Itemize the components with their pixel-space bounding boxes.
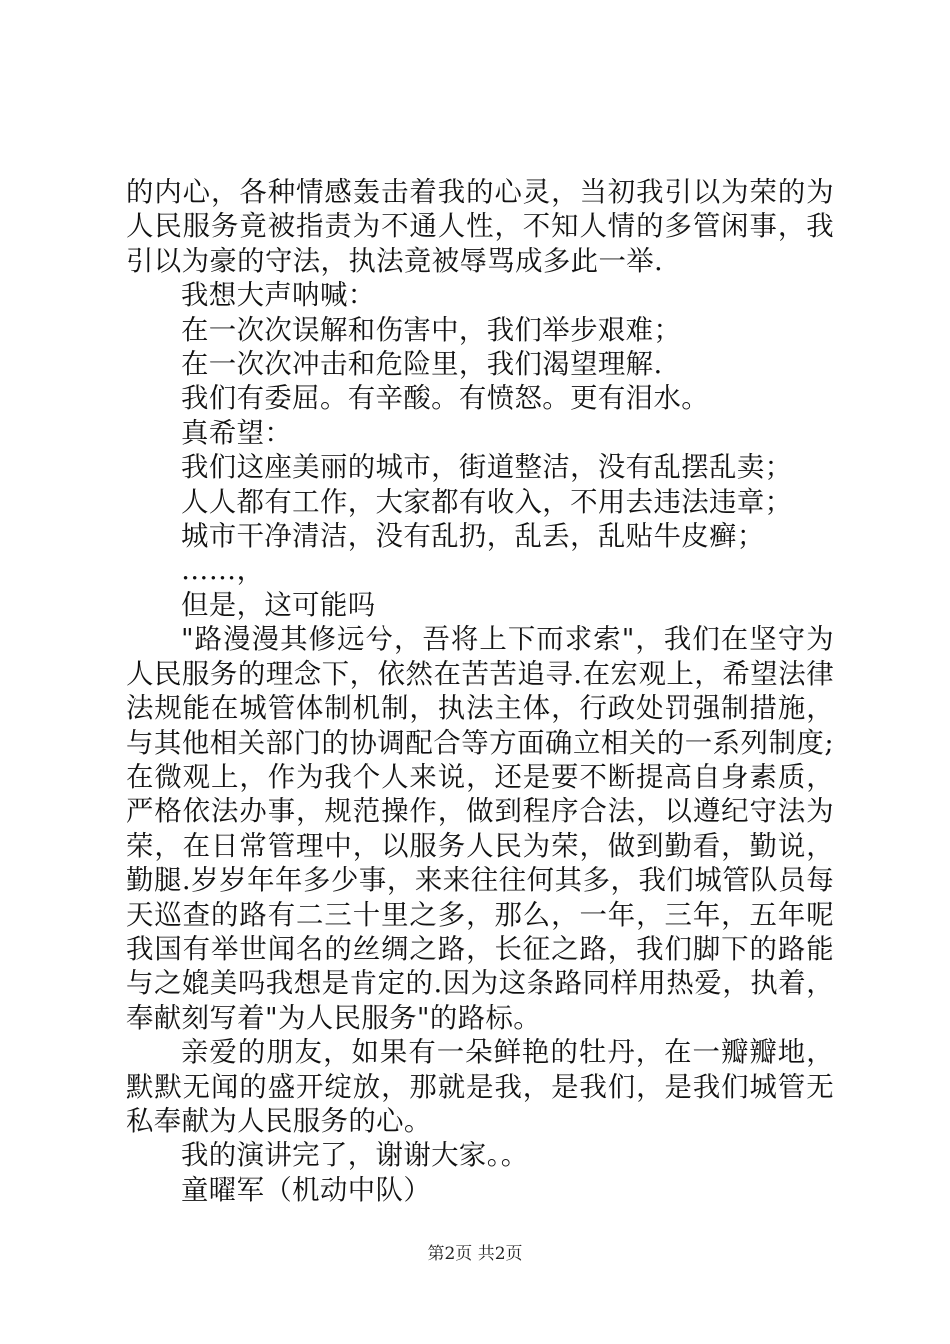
paragraph-4: 在一次次冲击和危险里，我们渴望理解.: [181, 349, 663, 381]
document-body: [126, 176, 834, 1208]
paragraph-6: 真希望：: [181, 417, 293, 449]
paragraph-14: 我的演讲完了，谢谢大家。。: [181, 1140, 529, 1172]
paragraph-8: 人人都有工作，大家都有收入，不用去违法违章；: [181, 486, 793, 518]
signature-line: 童曜军（机动中队）: [181, 1174, 432, 1206]
paragraph-12: "路漫漫其修远兮，吾将上下而求索"，我们在坚守为人民服务的理念下，依然在苦苦追寻.在宏观上，希望法律法规能在城管体制机制，执法主体，行政处罚强制措施，与其他相关部门的协调配合等方面确立相关的一系列制度;在微观上，作为我个人来说，还是要不断提高自身素质，严格依法办事，规范操作，做到程序合法，以遵纪守法为荣，在日常管理中，以服务人民为荣，做到勤看，勤说，勤腿.岁岁年年多少事，来来往往何其多，我们城管队员每天巡查的路有二三十里之多，那么，一年，三年，五年呢我国有举世闻名的丝绸之路，长征之路，我们脚下的路能与之媲美吗我想是肯定的.因为这条路同样用热爱，执着，奉献刻写着"为人民服务"的路标。: [126, 624, 834, 1034]
paragraph-2: 我想大声呐喊：: [181, 280, 376, 312]
paragraph-11: 但是，这可能吗: [181, 589, 376, 621]
page-footer: [0, 1243, 950, 1265]
paragraph-3: 在一次次误解和伤害中，我们举步艰难；: [181, 314, 682, 346]
paragraph-1: 的内心，各种情感轰击着我的心灵，当初我引以为荣的为人民服务竟被指责为不通人性，不知人情的多管闲事，我引以为豪的守法，执法竟被辱骂成多此一举.: [126, 177, 834, 277]
page-number-label: 第2页 共2页: [427, 1244, 523, 1264]
paragraph-10: ……，: [181, 555, 265, 587]
paragraph-5: 我们有委屈。有辛酸。有愤怒。更有泪水。: [181, 383, 710, 415]
paragraph-7: 我们这座美丽的城市，街道整洁，没有乱摆乱卖；: [181, 452, 793, 484]
paragraph-13: 亲爱的朋友，如果有一朵鲜艳的牡丹，在一瓣瓣地，默默无闻的盛开绽放，那就是我，是我们，是我们城管无私奉献为人民服务的心。: [126, 1037, 834, 1137]
paragraph-9: 城市干净清洁，没有乱扔，乱丢，乱贴牛皮癣；: [181, 521, 765, 553]
